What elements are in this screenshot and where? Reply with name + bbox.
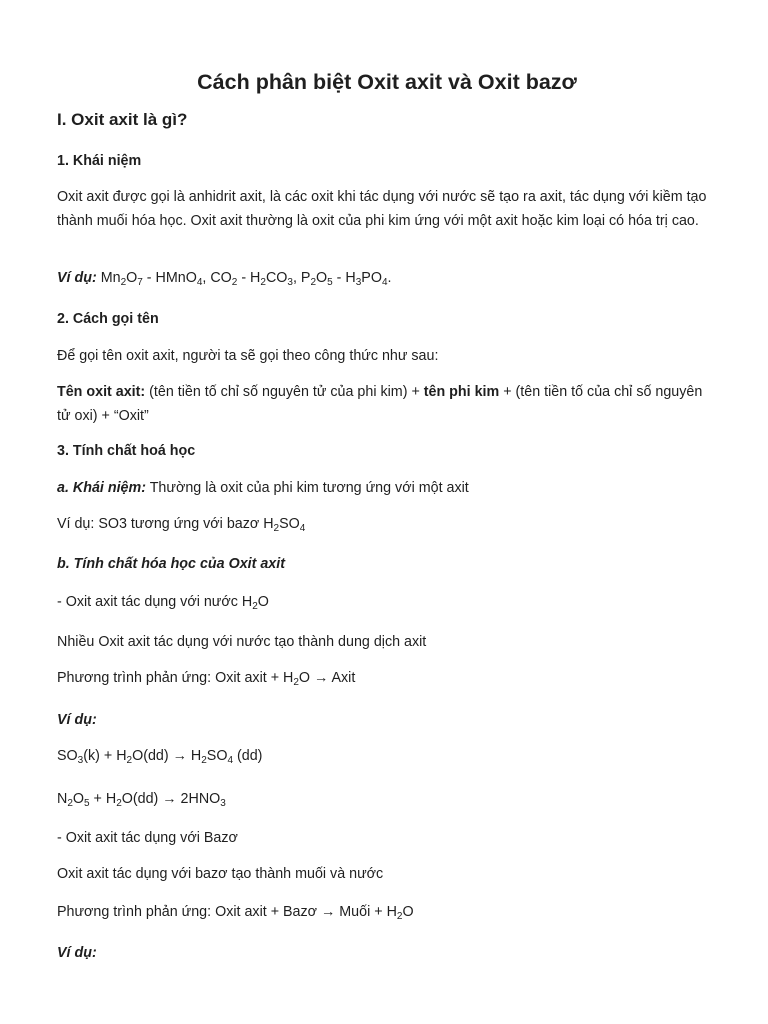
base-eq-prefix: Phương trình phản ứng: Oxit axit + Bazơ → Muối + (57, 904, 387, 920)
example-formulas-line: Ví dụ: $Mn_2O_7$ - HMnO$_4$, $CO_2 - H_2CO_3$, $P_2O_5 - H_3PO_4$. (57, 270, 392, 288)
page-title: Cách phân biệt Oxit axit và Oxit bazơ (197, 70, 577, 94)
equation-n2o5: $N_2O_5 + H_2O(dd) \to 2HNO_3$ (57, 791, 226, 809)
water-description: Nhiều Oxit axit tác dụng với nước tạo thành dung dịch axit (57, 634, 427, 650)
concept-example-line: Ví dụ: SO3 tương ứng với bazơ $H_2SO_4$ (57, 516, 306, 534)
naming-part2: + (tên tiền tố của chỉ số nguyên tử oxi) + “Oxit” (57, 384, 703, 424)
concept-example-text: Ví dụ: SO3 tương ứng với bazơ (57, 516, 264, 532)
definition-paragraph: Oxit axit được gọi là anhidrit axit, là các oxit khi tác dụng với nước sẽ tạo ra axit, tác dụng với kiềm tạo thành muối hóa học. Oxit axit thường là oxit của phi kim ứng với một axit hoặc kim loại có hóa trị cao. (57, 189, 707, 229)
naming-part1: (tên tiền tố chỉ số nguyên tử của phi kim) + (145, 384, 424, 400)
subheading-cach-goi-ten: 2. Cách gọi tên (57, 311, 159, 327)
base-reaction-item: - Oxit axit tác dụng với Bazơ (57, 830, 238, 846)
naming-intro: Để gọi tên oxit axit, người ta sẽ gọi theo công thức như sau: (57, 348, 439, 364)
example-label-3: Ví dụ: (57, 945, 97, 961)
subheading-khai-niem: 1. Khái niệm (57, 153, 142, 169)
chem-props-heading: b. Tính chất hóa học của Oxit axit (57, 556, 285, 572)
water-item-text: - Oxit axit tác dụng với nước (57, 594, 242, 610)
base-equation: Phương trình phản ứng: Oxit axit + Bazơ → Muối + $H_2O$ (57, 904, 414, 922)
water-reaction-item: - Oxit axit tác dụng với nước $H_2O$ (57, 594, 269, 612)
example-label-2: Ví dụ: (57, 712, 97, 728)
concept-label: a. Khái niệm: (57, 480, 146, 496)
equation-so3: $SO_3(k) + H_2O(dd) \to H_2SO_4$ (dd) (57, 748, 263, 766)
section-heading-oxit-axit: I. Oxit axit là gì? (57, 110, 188, 129)
naming-bold-phi-kim: tên phi kim (423, 384, 500, 400)
water-eq-suffix: → Axit (310, 670, 356, 686)
naming-formula-paragraph (57, 380, 709, 428)
water-eq-prefix: Phương trình phản ứng: Oxit axit + (57, 670, 284, 686)
example-label: Ví dụ: (57, 270, 97, 286)
concept-line (57, 478, 469, 498)
water-equation: Phương trình phản ứng: Oxit axit + $H_2O$ → Axit (57, 670, 356, 688)
subheading-tinh-chat: 3. Tính chất hoá học (57, 443, 196, 459)
base-description: Oxit axit tác dụng với bazơ tạo thành muối và nước (57, 866, 384, 882)
concept-text: Thường là oxit của phi kim tương ứng với một axit (145, 480, 469, 496)
naming-label: Tên oxit axit: (57, 384, 146, 400)
